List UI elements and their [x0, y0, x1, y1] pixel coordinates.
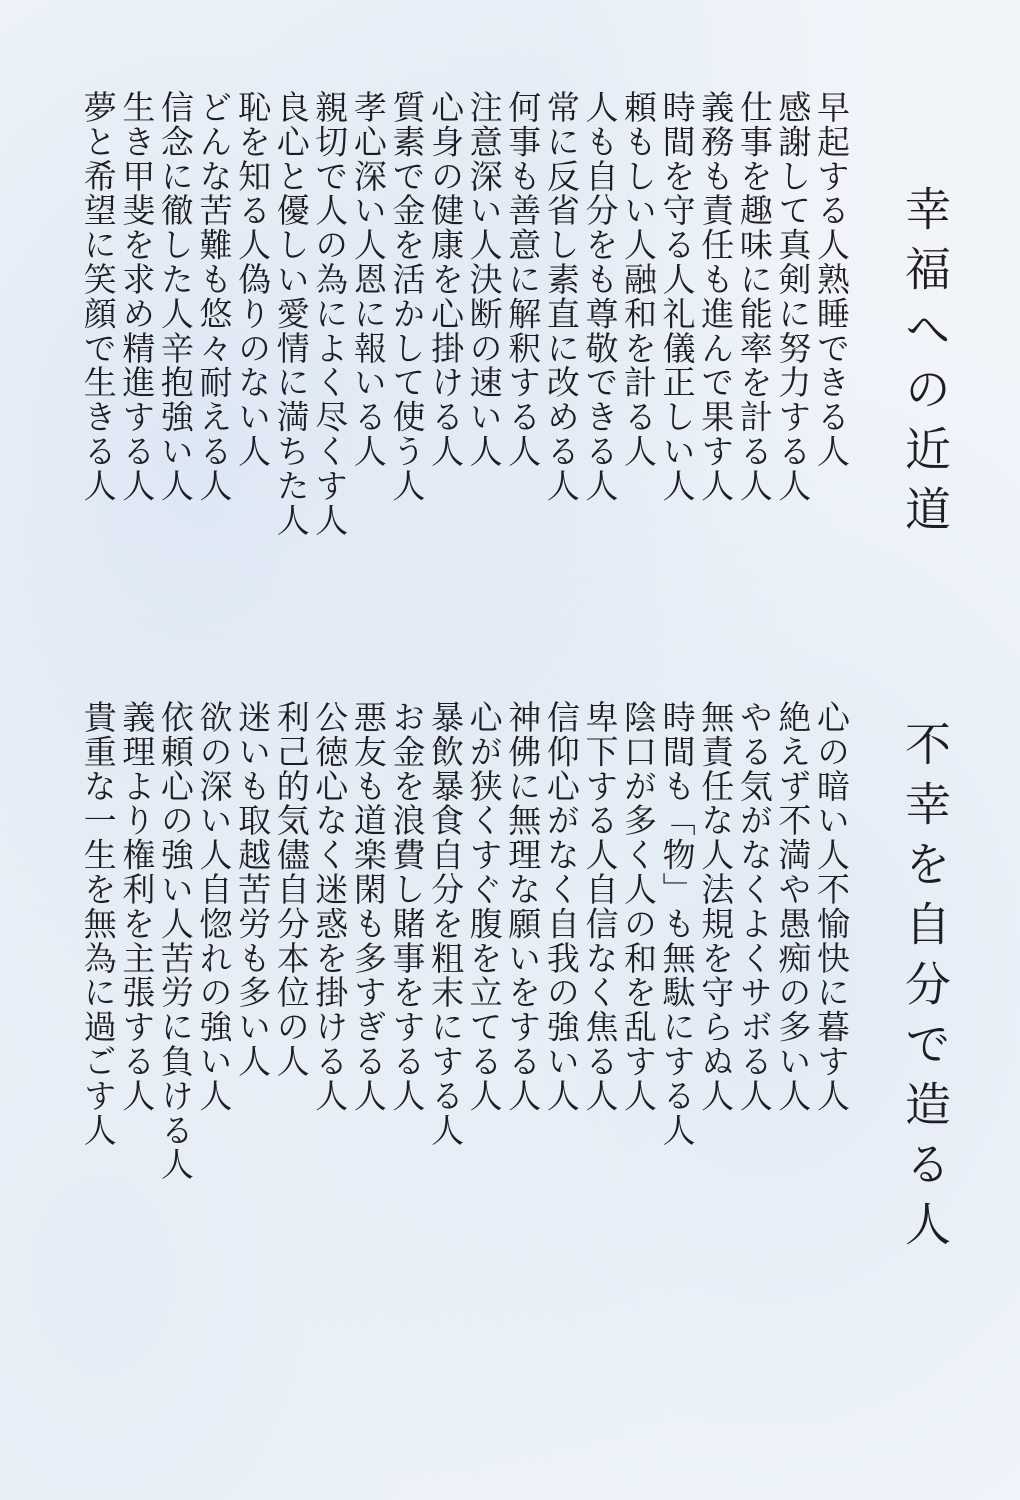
happiness-list: [78, 90, 850, 537]
list-item: 心身の健康を心掛ける人: [426, 90, 466, 469]
list-item: 迷いも取越苦労も多い人: [233, 700, 273, 1079]
list-item: 無責任な人法規を守らぬ人: [696, 700, 736, 1113]
list-item: 義理より権利を主張する人: [117, 700, 157, 1113]
list-item: 恥を知る人偽りのない人: [233, 90, 273, 469]
list-item: 陰口が多く人の和を乱す人: [619, 700, 659, 1113]
list-item: 質素で金を活かして使う人: [387, 90, 427, 503]
list-item: 卑下する人自信なく焦る人: [580, 700, 620, 1113]
happiness-section: [60, 90, 960, 630]
list-item: 欲の深い人自惚れの強い人: [194, 700, 234, 1113]
list-item: 親切で人の為によく尽くす人: [310, 90, 350, 538]
list-item: 仕事を趣味に能率を計る人: [734, 90, 774, 503]
unhappiness-section: [60, 700, 960, 1300]
list-item: 貴重な一生を無為に過ごす人: [78, 700, 118, 1148]
list-item: 公徳心なく迷惑を掛ける人: [310, 700, 350, 1113]
list-item: 夢と希望に笑顔で生きる人: [78, 90, 118, 503]
list-item: 時間も「物」も無駄にする人: [657, 700, 697, 1148]
list-item: 時間を守る人礼儀正しい人: [657, 90, 697, 503]
list-item: 心の暗い人不愉快に暮す人: [812, 700, 851, 1113]
unhappiness-title: 不幸を自分で造る人: [898, 720, 952, 1260]
list-item: 心が狭くすぐ腹を立てる人: [464, 700, 504, 1113]
list-item: 注意深い人決断の速い人: [464, 90, 504, 469]
happiness-title: 幸福への近道: [898, 185, 952, 545]
list-item: 義務も責任も進んで果す人: [696, 90, 736, 503]
list-item: 悪友も道楽閑も多すぎる人: [348, 700, 388, 1113]
list-item: 良心と優しい愛情に満ちた人: [271, 90, 311, 538]
list-item: 頼もしい人融和を計る人: [619, 90, 659, 469]
list-item: 信念に徹した人辛抱強い人: [155, 90, 195, 503]
list-item: 利己的気儘自分本位の人: [271, 700, 311, 1079]
list-item: 神佛に無理な願いをする人: [503, 700, 543, 1113]
list-item: 信仰心がなく自我の強い人: [541, 700, 581, 1113]
list-item: 依頼心の強い人苦労に負ける人: [155, 700, 195, 1182]
list-item: 生き甲斐を求め精進する人: [117, 90, 157, 503]
list-item: 何事も善意に解釈する人: [503, 90, 543, 469]
list-item: 孝心深い人恩に報いる人: [348, 90, 388, 469]
unhappiness-list: [78, 700, 850, 1182]
list-item: 絶えず不満や愚痴の多い人: [773, 700, 813, 1113]
list-item: やる気がなくよくサボる人: [734, 700, 774, 1113]
list-item: 感謝して真剣に努力する人: [773, 90, 813, 503]
list-item: お金を浪費し賭事をする人: [387, 700, 427, 1113]
list-item: 早起する人熟睡できる人: [812, 90, 851, 469]
list-item: 人も自分をも尊敬できる人: [580, 90, 620, 503]
list-item: どんな苦難も悠々耐える人: [194, 90, 234, 503]
list-item: 常に反省し素直に改める人: [541, 90, 581, 503]
list-item: 暴飲暴食自分を粗末にする人: [426, 700, 466, 1148]
